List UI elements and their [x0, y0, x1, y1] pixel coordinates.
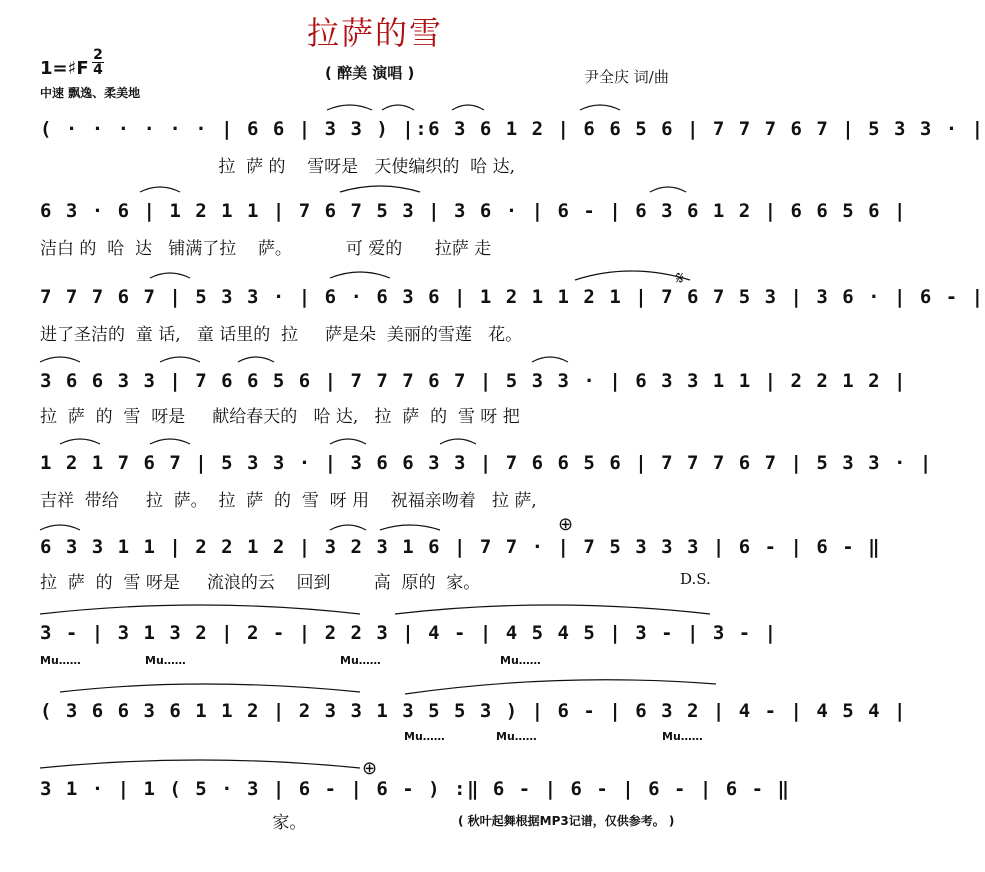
lyric-line: 家。	[40, 813, 307, 833]
slur	[40, 357, 80, 362]
lyric-line: 进了圣洁的 童 话, 童 话里的 拉 萨是朵 美丽的雪莲 花。	[40, 325, 523, 345]
singer-credit: ( 醉美 演唱 )	[325, 64, 415, 82]
slur	[330, 272, 390, 278]
slur	[150, 273, 190, 278]
slur	[650, 187, 686, 192]
lyric-line: 拉 萨 的 雪 呀是 献给春天的 哈 达, 拉 萨 的 雪 呀 把	[40, 407, 520, 427]
ds-marking: D.S.	[680, 570, 711, 588]
slur	[382, 105, 414, 110]
slur	[330, 439, 366, 444]
notation-line: ( 3 6 6 3 6 1 1 2 | 2 3 3 1 3 5 5 3 ) | 6 - | 6 3 2 | 4 - | 4 5 4 |	[40, 700, 907, 722]
slur	[60, 684, 360, 692]
mu-vocal: Mu……	[496, 730, 537, 743]
key-signature: 1=♯F	[40, 58, 89, 79]
segno-icon: 𝄋	[676, 268, 684, 289]
slur	[575, 271, 690, 280]
time-signature-top: 2	[93, 47, 103, 63]
slur	[330, 525, 366, 530]
slur	[405, 680, 716, 694]
slur	[380, 525, 440, 530]
notation-line: ( · · · · · · | 6 6 | 3 3 ) |:6 3 6 1 2 | 6 6 5 6 | 7 7 7 6 7 | 5 3 3 · |	[40, 118, 985, 140]
slur	[40, 525, 80, 530]
lyric-line: 拉 萨 的 雪呀是 天使编织的 哈 达,	[40, 157, 515, 177]
lyric-line: 洁白 的 哈 达 铺满了拉 萨。 可 爱的 拉萨 走	[40, 239, 492, 259]
notation-line: 3 1 · | 1 ( 5 · 3 | 6 - | 6 - ) :‖ 6 - | 6 - | 6 - | 6 - ‖	[40, 778, 791, 800]
coda-icon: ⊕	[362, 758, 378, 779]
lyric-line: 吉祥 带给 拉 萨。 拉 萨 的 雪 呀 用 祝福亲吻着 拉 萨,	[40, 491, 537, 511]
slur	[160, 357, 200, 362]
mu-vocal: Mu……	[500, 654, 541, 667]
mu-vocal: Mu……	[145, 654, 186, 667]
slur	[395, 605, 710, 614]
lyric-line: 拉 萨 的 雪 呀是 流浪的云 回到 高 原的 家。	[40, 573, 481, 593]
slur	[440, 439, 476, 444]
notation-line: 7 7 7 6 7 | 5 3 3 · | 6 · 6 3 6 | 1 2 1 1 2 1 | 7 6 7 5 3 | 3 6 · | 6 - |	[40, 286, 985, 308]
time-signature-bottom: 4	[93, 62, 103, 78]
mu-vocal: Mu……	[340, 654, 381, 667]
notation-line: 1 2 1 7 6 7 | 5 3 3 · | 3 6 6 3 3 | 7 6 6 5 6 | 7 7 7 6 7 | 5 3 3 · |	[40, 452, 933, 474]
notation-line: 6 3 · 6 | 1 2 1 1 | 7 6 7 5 3 | 3 6 · | 6 - | 6 3 6 1 2 | 6 6 5 6 |	[40, 200, 907, 222]
slur	[340, 186, 420, 192]
slur	[40, 760, 360, 768]
mu-vocal: Mu……	[404, 730, 445, 743]
notation-line: 3 - | 3 1 3 2 | 2 - | 2 2 3 | 4 - | 4 5 4 5 | 3 - | 3 - |	[40, 622, 778, 644]
composer-credit: 尹全庆 词/曲	[584, 68, 669, 86]
mu-vocal: Mu……	[662, 730, 703, 743]
footnote: ( 秋叶起舞根据MP3记谱，仅供参考。 )	[458, 814, 675, 828]
slur	[140, 187, 180, 192]
coda-icon: ⊕	[558, 514, 574, 535]
tempo-marking: 中速 飘逸、柔美地	[40, 86, 141, 100]
slur	[40, 605, 360, 614]
mu-vocal: Mu……	[40, 654, 81, 667]
slur	[150, 439, 190, 444]
notation-line: 6 3 3 1 1 | 2 2 1 2 | 3 2 3 1 6 | 7 7 · | 7 5 3 3 3 | 6 - | 6 - ‖	[40, 536, 882, 558]
slur	[238, 357, 274, 362]
slur	[452, 105, 484, 110]
slur	[327, 105, 372, 110]
song-title: 拉萨的雪	[306, 14, 443, 52]
slur	[580, 105, 620, 110]
slur	[60, 439, 100, 444]
slur	[532, 357, 568, 362]
notation-line: 3 6 6 3 3 | 7 6 6 5 6 | 7 7 7 6 7 | 5 3 3 · | 6 3 3 1 1 | 2 2 1 2 |	[40, 370, 907, 392]
